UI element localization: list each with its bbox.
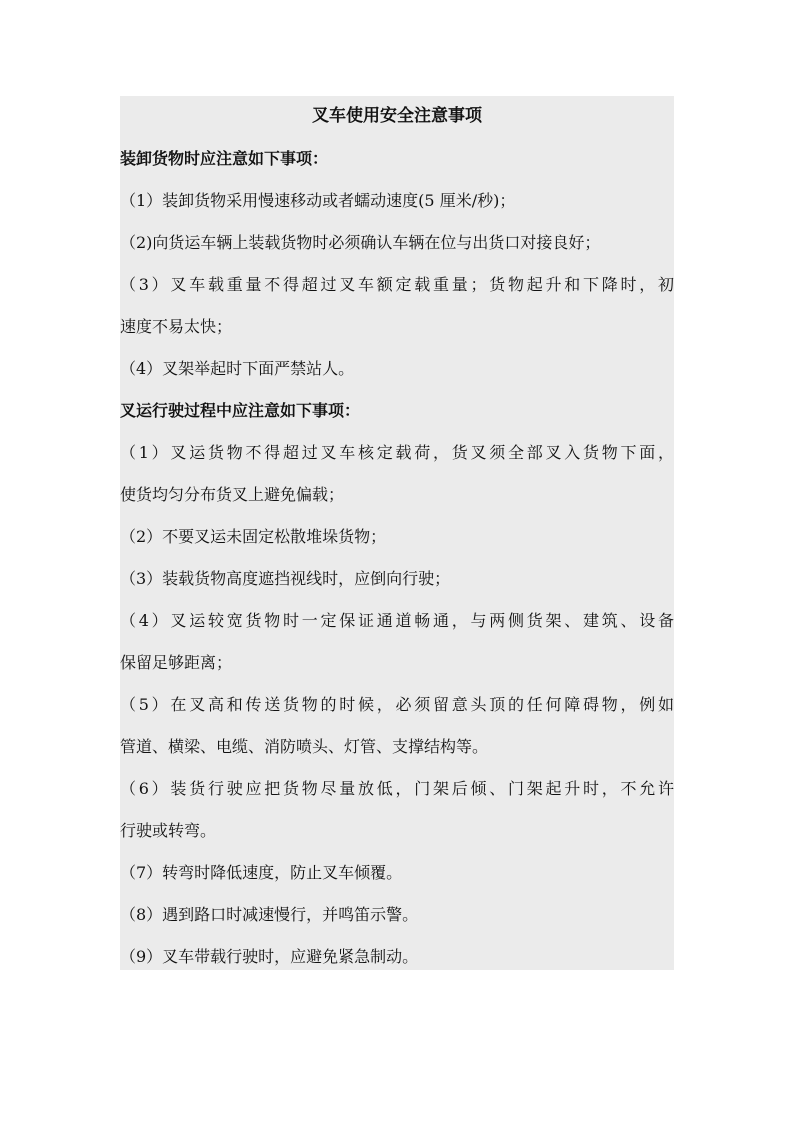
list-item: （6）装货行驶应把货物尽量放低，门架后倾、门架起升时，不允许	[120, 779, 674, 798]
list-item: 保留足够距离；	[120, 653, 233, 672]
list-item: （5）在叉高和传送货物的时候，必须留意头顶的任何障碍物，例如	[120, 695, 674, 714]
list-item: （8）遇到路口时减速慢行，并鸣笛示警。	[120, 905, 419, 924]
section-heading-loading: 装卸货物时应注意如下事项：	[120, 149, 329, 168]
list-item: （1）叉运货物不得超过叉车核定载荷，货叉须全部叉入货物下面，	[120, 443, 674, 462]
list-item: （2）不要叉运未固定松散堆垛货物；	[120, 527, 387, 546]
section-heading-driving: 叉运行驶过程中应注意如下事项：	[120, 401, 361, 420]
list-item: （9）叉车带载行驶时，应避免紧急制动。	[120, 947, 419, 966]
list-item: （4）叉运较宽货物时一定保证通道畅通，与两侧货架、建筑、设备	[120, 611, 674, 630]
list-item: （1）装卸货物采用慢速移动或者蠕动速度(5 厘米/秒)；	[120, 191, 516, 210]
list-item: 速度不易太快；	[120, 317, 233, 336]
list-item: （3）叉车载重量不得超过叉车额定载重量；货物起升和下降时，初	[120, 275, 674, 294]
document-title: 叉车使用安全注意事项	[312, 106, 482, 126]
list-item: 行驶或转弯。	[120, 821, 217, 840]
list-item: （4）叉架举起时下面严禁站人。	[120, 359, 355, 378]
list-item: 管道、横梁、电缆、消防喷头、灯管、支撑结构等。	[120, 737, 489, 756]
list-item: （7）转弯时降低速度，防止叉车倾覆。	[120, 863, 403, 882]
list-item: （3）装载货物高度遮挡视线时，应倒向行驶；	[120, 569, 451, 588]
list-item: 使货均匀分布货叉上避免偏载；	[120, 485, 345, 504]
list-item: （2)向货运车辆上装载货物时必须确认车辆在位与出货口对接良好；	[120, 233, 601, 252]
document-content-block	[120, 96, 674, 970]
